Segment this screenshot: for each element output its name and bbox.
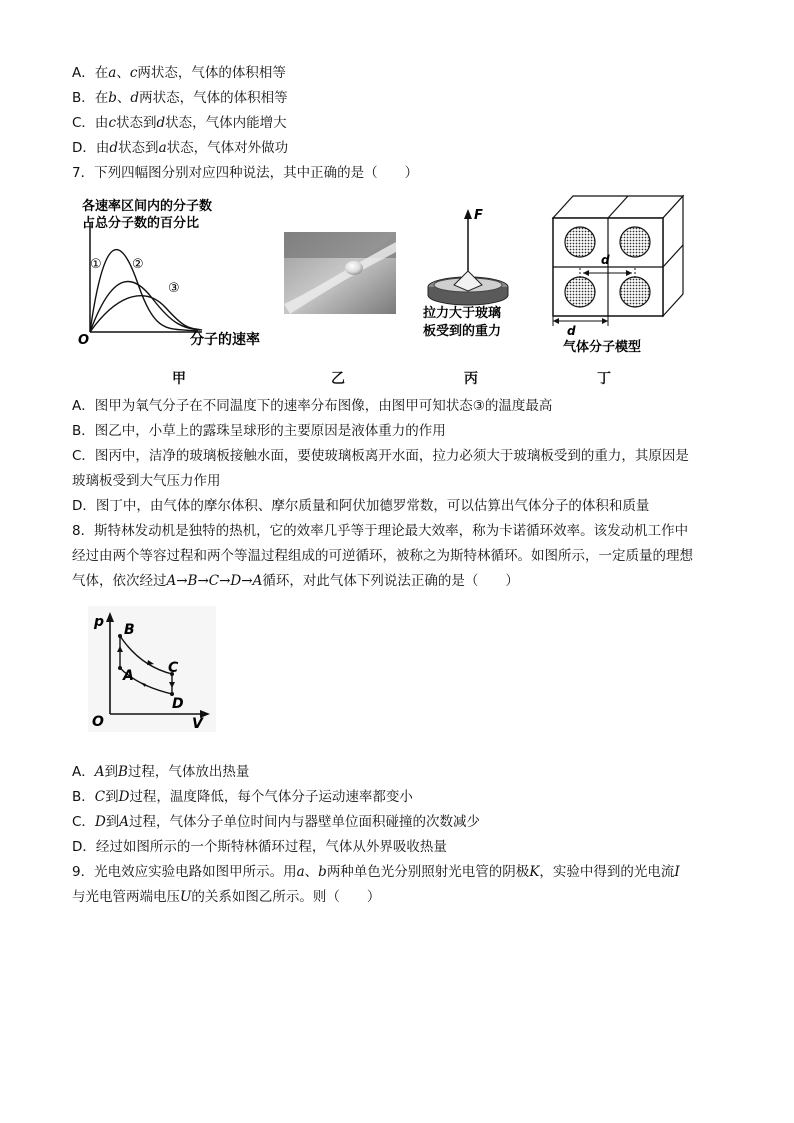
q7-option-a: A．图甲为氧气分子在不同温度下的速率分布图像，由图甲可知状态③的温度最高 <box>72 398 553 414</box>
q7-option-d: D．图丁中，由气体的摩尔体积、摩尔质量和阿伏加德罗常数，可以估算出气体分子的体积和质量 <box>72 498 650 514</box>
molecule <box>565 227 595 257</box>
q8-option-d: D．经过如图所示的一个斯特林循环过程，气体从外界吸收热量 <box>72 839 447 855</box>
q7-option-c: C．图丙中，洁净的玻璃板接触水面，要使玻璃板离开水面，拉力必须大于玻璃板受到的重力，其原因是 <box>72 448 689 464</box>
q7-option-b: B．图乙中，小草上的露珠呈球形的主要原因是液体重力的作用 <box>72 423 446 439</box>
molecule <box>620 277 650 307</box>
pv-axis-v: V <box>192 716 203 732</box>
q8-pv-graph <box>88 606 216 732</box>
pv-origin: O <box>92 714 104 730</box>
pv-point-b: B <box>124 622 135 638</box>
q8-stem-line2: 经过由两个等容过程和两个等温过程组成的可逆循环，被称之为斯特林循环。如图所示，一定质量的理想 <box>72 548 693 564</box>
fig-jia-xlabel: 分子的速率 <box>190 332 260 348</box>
ding-d-top: d <box>601 253 610 267</box>
label-ding: 丁 <box>597 371 611 387</box>
fig-jia-curve-1-label: ① <box>90 257 102 272</box>
q8-option-c: C．D到A过程，气体分子单位时间内与器壁单位面积碰撞的次数减少 <box>72 814 481 830</box>
q7-figure-bing <box>420 205 532 345</box>
q7-figure-yi-photo <box>284 232 396 314</box>
fig-jia-title-line1: 各速率区间内的分子数 <box>82 199 213 214</box>
q7-figure-jia <box>72 192 282 352</box>
ding-d-bottom: d <box>567 324 576 338</box>
q9-stem-line1: 9．光电效应实验电路如图甲所示。用a、b两种单色光分别照射光电管的阴极K，实验中得到的光电流I <box>72 864 680 880</box>
molecule <box>565 277 595 307</box>
q8-option-b: B．C到D过程，温度降低，每个气体分子运动速率都变小 <box>72 789 413 805</box>
fig-jia-curve-3-label: ③ <box>168 281 180 296</box>
q8-stem-line3: 气体，依次经过A→B→C→D→A循环，对此气体下列说法正确的是（ ） <box>72 573 519 589</box>
label-bing: 丙 <box>464 371 478 387</box>
fig-jia-origin: O <box>78 333 90 348</box>
label-jia: 甲 <box>172 371 186 387</box>
q6-option-a: A．在a、c两状态，气体的体积相等 <box>72 65 286 81</box>
fig-bing-caption-line1: 拉力大于玻璃 <box>423 306 502 321</box>
q8-option-a: A．A到B过程，气体放出热量 <box>72 764 250 780</box>
q6-option-c: C．由c状态到d状态，气体内能增大 <box>72 115 287 131</box>
fig-jia-curve-1 <box>90 250 198 332</box>
molecule <box>620 227 650 257</box>
pv-point-d: D <box>172 696 184 712</box>
fig-bing-caption-line2: 板受到的重力 <box>423 324 502 339</box>
q7-stem: 7．下列四幅图分别对应四种说法，其中正确的是（ ） <box>72 165 419 181</box>
q6-option-d: D．由d状态到a状态，气体对外做功 <box>72 140 289 156</box>
q8-stem-line1: 8．斯特林发动机是独特的热机，它的效率几乎等于理论最大效率，称为卡诺循环效率。该发动机工作中 <box>72 523 689 539</box>
q7-figure-ding <box>545 188 695 358</box>
pv-point-a: A <box>123 668 134 684</box>
q6-option-b: B．在b、d两状态，气体的体积相等 <box>72 90 288 106</box>
force-label: F <box>474 208 483 223</box>
label-yi: 乙 <box>331 371 345 387</box>
fig-ding-caption: 气体分子模型 <box>563 340 642 355</box>
q7-option-c-cont: 玻璃板受到大气压力作用 <box>72 473 221 489</box>
dew-drop <box>345 261 363 275</box>
pv-point-c: C <box>168 660 179 676</box>
fig-jia-curve-2-label: ② <box>132 257 144 272</box>
q9-stem-line2: 与光电管两端电压U的关系如图乙所示。则（ ） <box>72 889 381 905</box>
q8-cycle: A→B→C→D→A <box>166 573 263 589</box>
pv-axis-p: p <box>94 614 105 630</box>
fig-jia-title-line2: 占总分子数的百分比 <box>82 216 200 231</box>
